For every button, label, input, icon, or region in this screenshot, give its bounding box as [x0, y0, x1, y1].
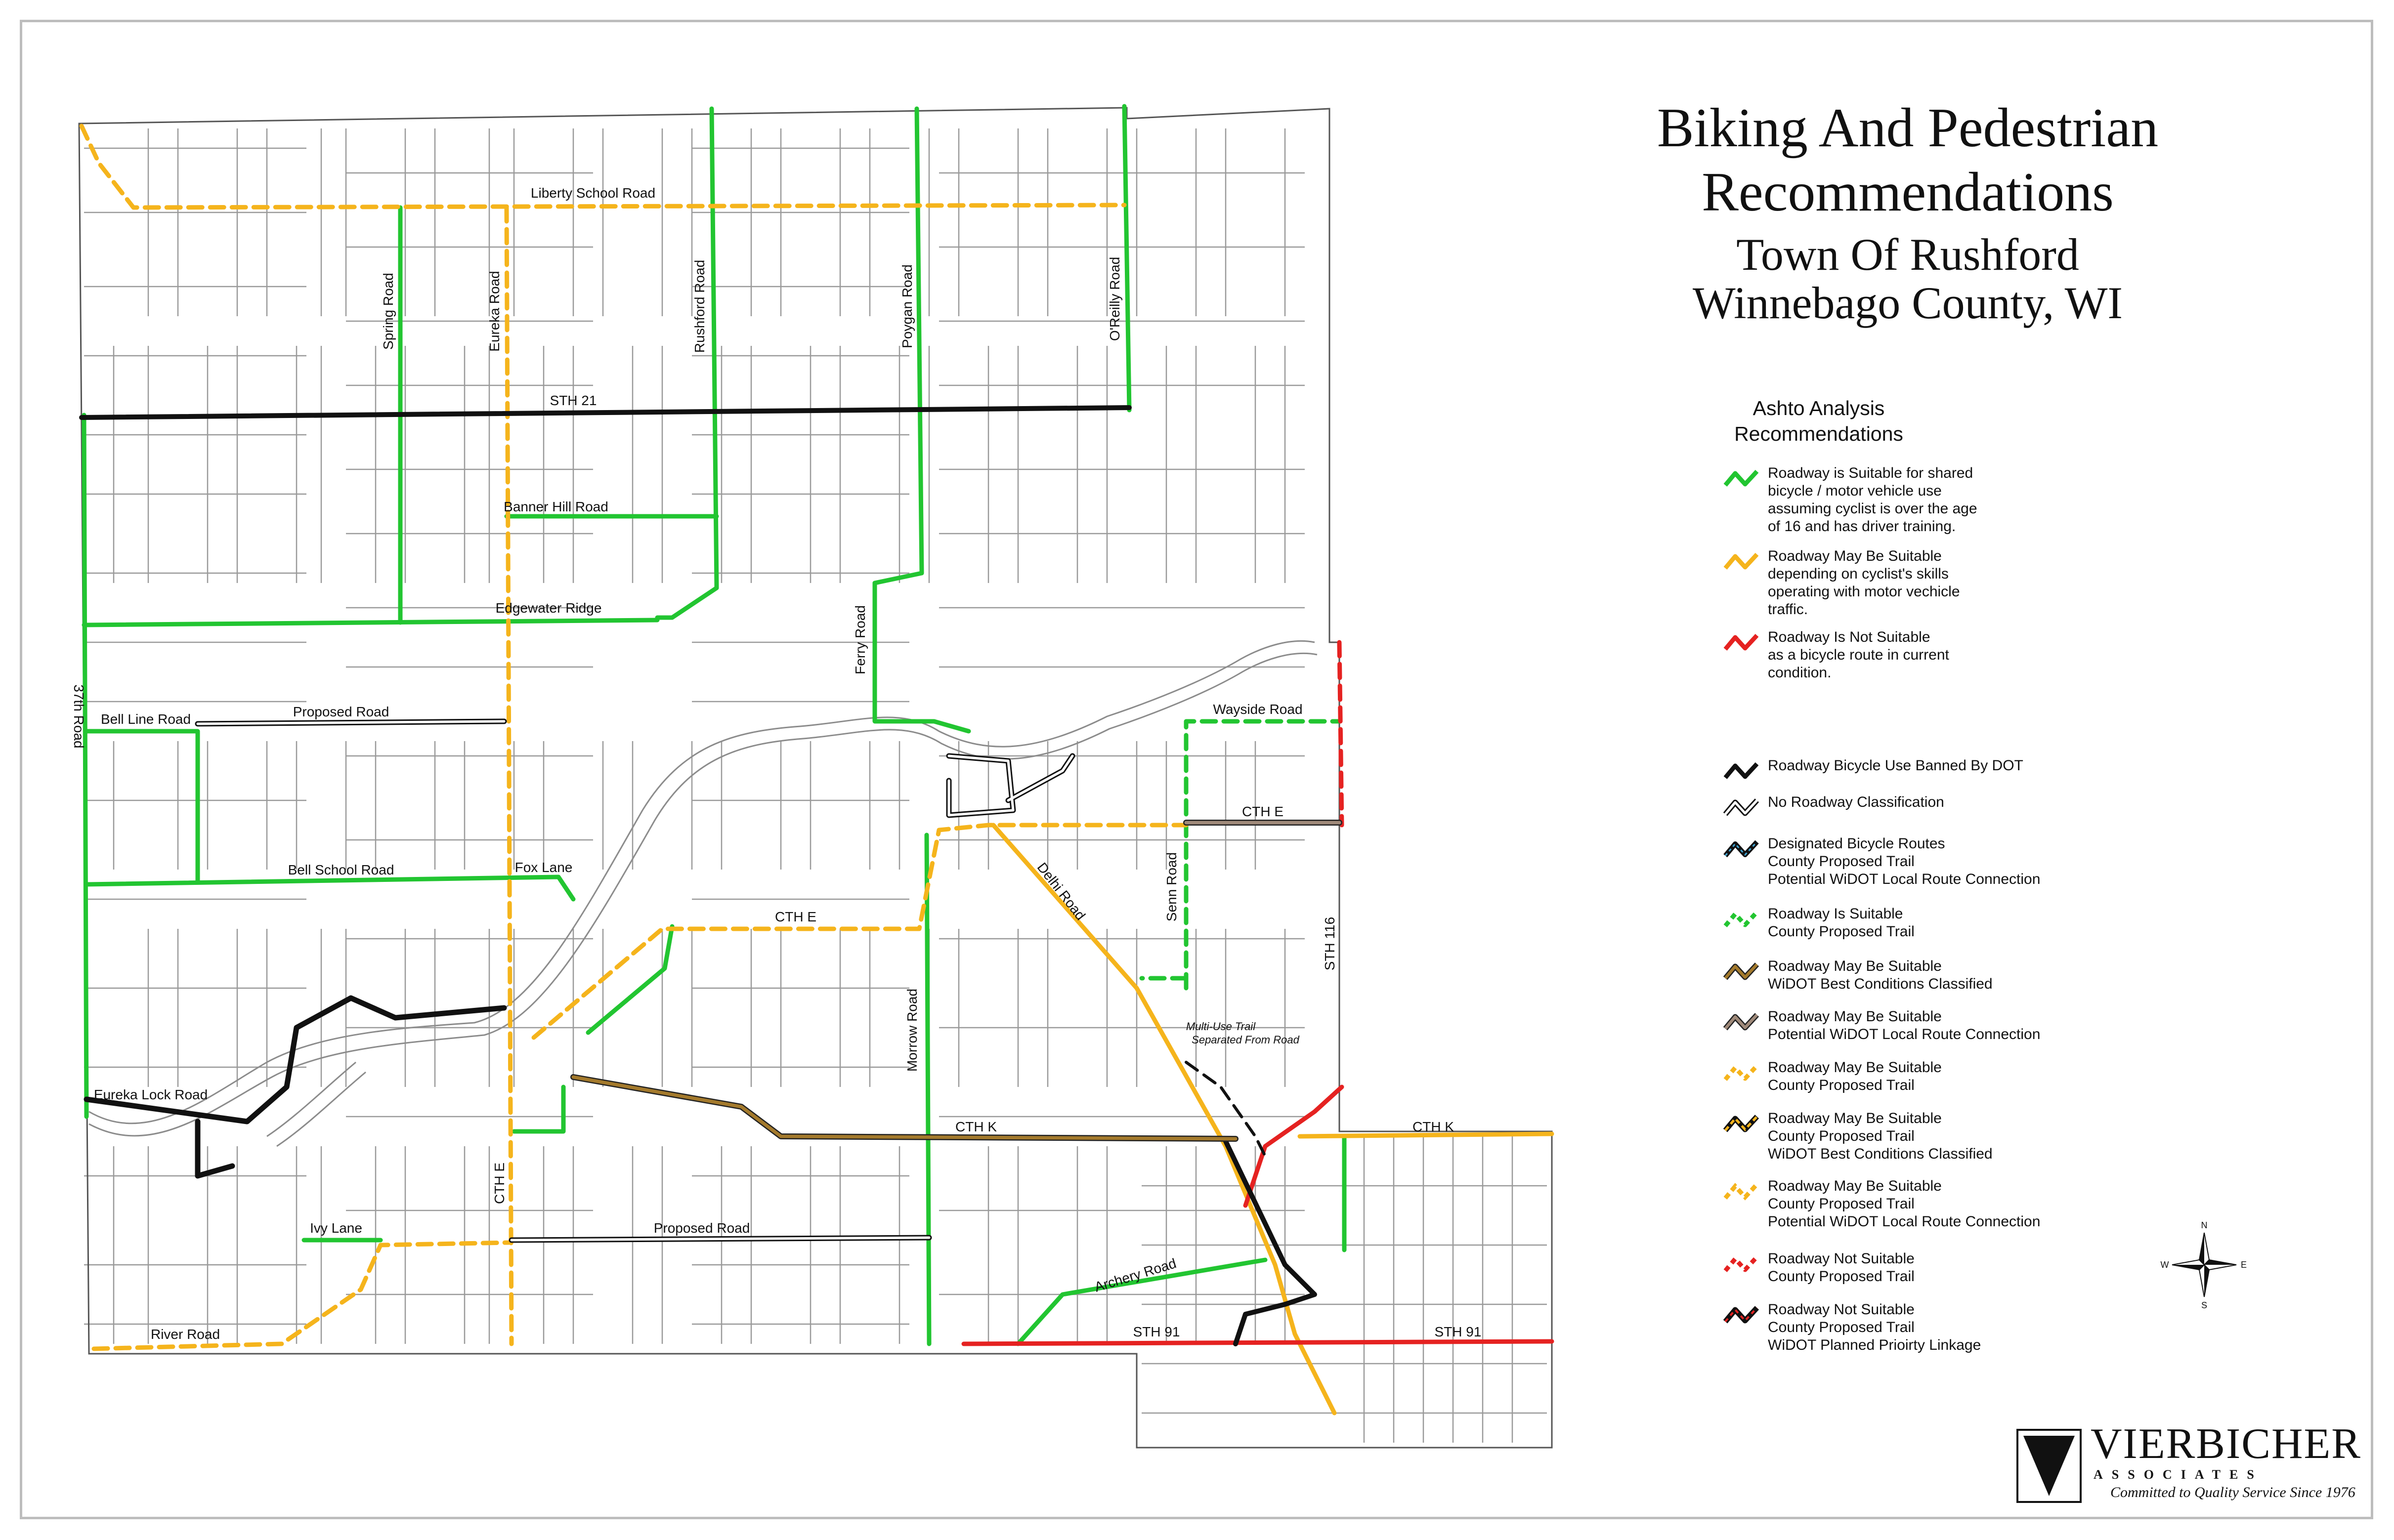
legend-symbol-icon: [1722, 1059, 1768, 1089]
route-morrow: [927, 835, 929, 1344]
route-wayside: [1186, 721, 1339, 988]
road-label-delhi: Delhi Road: [1034, 860, 1089, 923]
road-label-cth-e-3: CTH E: [492, 1163, 507, 1204]
route-bell-line: [86, 731, 198, 882]
road-label-bell-school: Bell School Road: [288, 862, 394, 877]
legend-symbol-icon: [1722, 1301, 1768, 1332]
legend-stroke-outer: [1725, 842, 1757, 856]
legend-heading-line1: Ashto Analysis: [1753, 397, 1885, 419]
road-label-morrow: Morrow Road: [904, 988, 920, 1072]
logo-name: VIERBICHER: [2091, 1420, 2361, 1468]
route-eureka-lock-spur: [198, 1122, 232, 1176]
legend-item-label: Roadway May Be Suitable Potential WiDOT Local Route Connection: [1768, 1008, 2041, 1042]
route-oreilly: [1124, 106, 1129, 410]
town-boundary: [79, 108, 1552, 1448]
road-label-sth91-2: STH 91: [1434, 1324, 1482, 1339]
legend-stroke: [1725, 1184, 1757, 1198]
road-label-eureka-lock: Eureka Lock Road: [93, 1087, 208, 1102]
road-label-proposed2: Proposed Road: [653, 1220, 750, 1236]
legend-symbol-icon: [1722, 1250, 1768, 1281]
road-label-ferry: Ferry Road: [853, 605, 868, 675]
legend-symbol-icon: [1722, 1008, 1768, 1039]
road-label-wayside: Wayside Road: [1213, 702, 1303, 717]
logo-tagline: Committed to Quality Service Since 1976: [2110, 1484, 2355, 1500]
route-ferry: [875, 583, 969, 731]
label-multi-use-2: Separated From Road: [1192, 1034, 1299, 1046]
legend-symbol-icon: [1722, 547, 1768, 578]
road-label-poygan: Poygan Road: [899, 264, 915, 348]
road-label-cth-k-2: CTH K: [1412, 1119, 1454, 1134]
legend-symbol-icon: [1722, 1110, 1768, 1140]
road-label-oreilly: O'Reilly Road: [1107, 256, 1122, 341]
legend-item-label: Designated Bicycle Routes County Proposed Trail Potential WiDOT Local Route Connection: [1768, 835, 2041, 887]
road-label-cth-k-1: CTH K: [955, 1119, 997, 1134]
legend-stroke: [1725, 554, 1757, 568]
route-sth91: [964, 1341, 1552, 1344]
legend-item-label: Roadway May Be Suitable WiDOT Best Conditions Classified: [1768, 958, 1993, 992]
map-subtitle-town: Town Of Rushford: [1736, 229, 2079, 280]
legend-stroke: [1725, 471, 1757, 485]
road-label-edgewater: Edgewater Ridge: [495, 600, 602, 616]
label-multi-use-1: Multi-Use Trail: [1186, 1020, 1256, 1033]
route-town-center: [1226, 1141, 1315, 1344]
legend-heading-line2: Recommendations: [1734, 422, 1903, 445]
legend-item-label: No Roadway Classification: [1768, 794, 1944, 810]
route-bell-school: [86, 877, 573, 899]
legend-symbol-icon: [1722, 464, 1768, 495]
legend-heading: [1720, 395, 1918, 447]
road-label-banner-hill: Banner Hill Road: [504, 499, 608, 514]
legend-stroke: [1725, 1257, 1757, 1271]
road-label-liberty-school: Liberty School Road: [530, 185, 656, 201]
north-arrow-icon: [2160, 1220, 2249, 1309]
road-label-rushford: Rushford Road: [692, 259, 707, 353]
route-rushford: [657, 109, 717, 618]
legend-symbol-icon: [1722, 793, 1768, 824]
legend-symbol-icon: [1722, 835, 1768, 866]
legend-symbol-icon: [1722, 757, 1768, 788]
legend-stroke: [1725, 764, 1757, 778]
road-label-proposed1: Proposed Road: [293, 704, 389, 719]
vierbicher-logo: [2016, 1420, 2362, 1507]
compass-w: W: [2160, 1260, 2169, 1270]
legend-item-label: Roadway is Suitable for shared bicycle / motor vehicle use assuming cyclist is over the age of 16 and has driver training.: [1768, 465, 1977, 535]
map-title-line1: Biking And Pedestrian: [1657, 97, 2159, 159]
legend-item-label: Roadway Not Suitable County Proposed Trail: [1768, 1250, 1915, 1285]
river-branch: [267, 1062, 366, 1146]
route-37th: [84, 415, 86, 1117]
route-eureka-lock: [86, 998, 504, 1122]
road-label-river: River Road: [150, 1327, 220, 1342]
legend-symbol-icon: [1722, 628, 1768, 659]
road-label-senn: Senn Road: [1164, 852, 1179, 922]
logo-sub: ASSOCIATES: [2094, 1467, 2263, 1482]
road-label-fox-lane: Fox Lane: [514, 860, 573, 875]
road-label-ivy: Ivy Lane: [310, 1220, 362, 1236]
road-label-cth-e-2: CTH E: [775, 909, 816, 924]
route-sth21: [82, 408, 1129, 417]
route-eureka: [507, 208, 512, 1344]
legend-symbol-icon: [1722, 905, 1768, 936]
road-label-spring: Spring Road: [381, 273, 396, 350]
road-label-archery: Archery Road: [1092, 1255, 1178, 1295]
legend-item-label: Roadway May Be Suitable County Proposed Trail Potential WiDOT Local Route Connection: [1768, 1178, 2041, 1230]
legend-item-label: Roadway Is Not Suitable as a bicycle route in current condition.: [1768, 629, 1949, 681]
legend-stroke: [1725, 635, 1757, 649]
compass-n: N: [2201, 1220, 2208, 1230]
legend-item-label: Roadway Bicycle Use Banned By DOT: [1768, 757, 2023, 774]
road-label-bell-line: Bell Line Road: [100, 711, 191, 727]
legend-item-label: Roadway May Be Suitable County Proposed Trail: [1768, 1059, 1942, 1093]
road-label-eureka: Eureka Road: [487, 271, 502, 352]
road-label-cth-e-1: CTH E: [1242, 804, 1283, 819]
legend-stroke: [1725, 912, 1757, 926]
road-labels: [71, 185, 1481, 1342]
map-subtitle-county: Winnebago County, WI: [1692, 278, 2123, 328]
road-label-sth91-1: STH 91: [1133, 1324, 1180, 1339]
road-label-road37: 37th Road: [71, 684, 86, 749]
route-sth116: [1339, 642, 1342, 825]
legend-item-label: Roadway Is Suitable County Proposed Trail: [1768, 906, 1915, 940]
boundary-outline: [79, 108, 1552, 1448]
road-label-sth21: STH 21: [550, 393, 597, 408]
legend-item-label: Roadway May Be Suitable County Proposed Trail WiDOT Best Conditions Classified: [1768, 1110, 1993, 1162]
local-road-grid: [84, 128, 1547, 1443]
compass-s: S: [2201, 1300, 2208, 1309]
legend-item-label: Roadway Not Suitable County Proposed Trail WiDOT Planned Prioirty Linkage: [1768, 1301, 1981, 1353]
legend-item-label: Roadway May Be Suitable depending on cyclist's skills operating with motor vechicle traffic.: [1768, 548, 1960, 618]
legend-stroke: [1725, 1066, 1757, 1080]
compass-e: E: [2240, 1260, 2247, 1270]
river: [89, 641, 1317, 1146]
route-overlay: [82, 106, 1552, 1413]
route-town-spur: [514, 1087, 563, 1131]
map-title-line2: Recommendations: [1702, 162, 2114, 223]
legend-stroke-outer: [1725, 1117, 1757, 1130]
road-label-sth116: STH 116: [1322, 916, 1337, 971]
legend-symbol-icon: [1722, 957, 1768, 988]
legend-symbol-icon: [1722, 1177, 1768, 1208]
route-edgewater: [84, 620, 657, 625]
logo-triangle-icon: [2016, 1429, 2082, 1503]
